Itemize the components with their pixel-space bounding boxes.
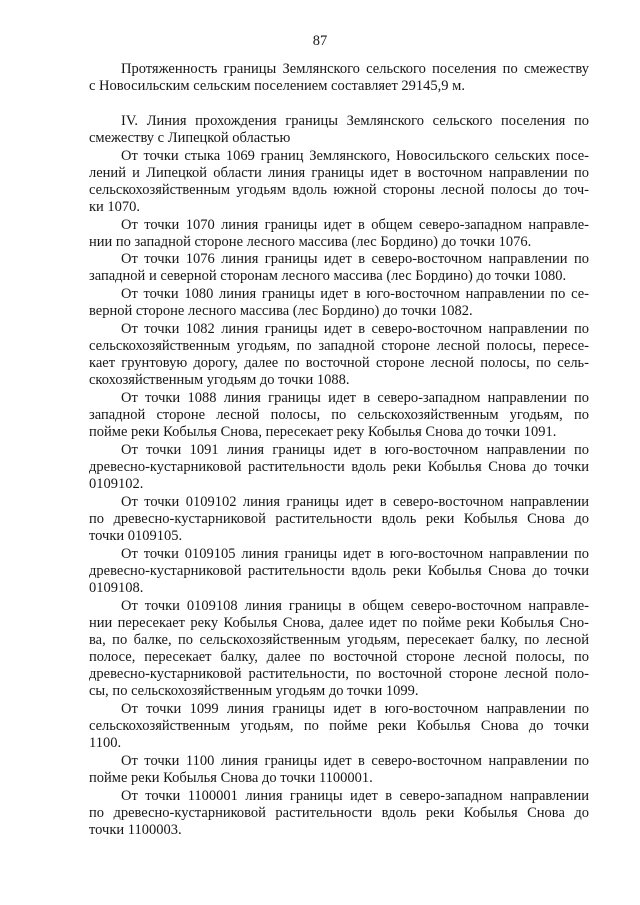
text-line: кает грунтовую дорогу, далее по восточной стороне лесной полосы, по сель- xyxy=(89,355,589,371)
text-line: древесно-кустарниковой растительности вдоль реки Кобылья Снова до точки xyxy=(89,459,589,475)
text-line: скохозяйственным угодьям до точки 1088. xyxy=(89,372,350,388)
text-line: по древесно-кустарниковой растительности вдоль реки Кобылья Снова до xyxy=(89,805,589,821)
text-line: От точки 1100001 линия границы идет в северо-западном направлении xyxy=(121,788,589,804)
text-line: полосе, пересекает балку, далее по восточной стороне лесной полосы, по xyxy=(89,649,589,665)
text-line: западной стороне лесной полосы, по сельскохозяйственным угодьям, по xyxy=(89,407,589,423)
text-line: нии по западной стороне лесного массива (лес Бордино) до точки 1076. xyxy=(89,234,532,250)
text-line: по древесно-кустарниковой растительности вдоль реки Кобылья Снова до xyxy=(89,511,589,527)
text-line: От точки 1100 линия границы идет в северо-восточном направлении по xyxy=(121,753,589,769)
text-line: сы, по сельскохозяйственным угодьям до точки 1099. xyxy=(89,683,419,699)
text-line: От точки 1070 линия границы идет в общем северо-западном направле- xyxy=(121,217,589,233)
text-line: От точки 1080 линия границы идет в юго-восточном направлении по се- xyxy=(121,286,589,302)
text-line: с Новосильским сельским поселением составляет 29145,9 м. xyxy=(89,78,465,94)
text-line: От точки 1076 линия границы идет в северо-восточном направлении по xyxy=(121,251,589,267)
text-line: IV. Линия прохождения границы Землянского сельского поселения по xyxy=(121,113,589,129)
text-line: 0109102. xyxy=(89,476,144,492)
text-line: пойме реки Кобылья Снова до точки 1100001. xyxy=(89,770,373,786)
text-line: ва, по балке, по сельскохозяйственным угодьям, пересекает балку, по лесной xyxy=(89,632,589,648)
text-line: древесно-кустарниковой растительности вдоль реки Кобылья Снова до точки xyxy=(89,563,589,579)
text-line: От точки 1088 линия границы идет в северо-западном направлении по xyxy=(121,390,589,406)
text-line: От точки стыка 1069 границ Землянского, Новосильского сельских посе- xyxy=(121,148,589,164)
text-line: От точки 0109108 линия границы в общем северо-восточном направле- xyxy=(121,598,589,614)
text-line: сельскохозяйственным угодьям, по западной стороне лесной полосы, пересе- xyxy=(89,338,589,354)
text-line: смежеству с Липецкой областью xyxy=(89,130,291,146)
text-line: От точки 1091 линия границы идет в юго-восточном направлении по xyxy=(121,442,589,458)
text-line: От точки 0109102 линия границы идет в северо-восточном направлении xyxy=(121,494,589,510)
text-line: пойме реки Кобылья Снова, пересекает реку Кобылья Снова до точки 1091. xyxy=(89,424,557,440)
text-line: ки 1070. xyxy=(89,199,141,215)
text-line: верной стороне лесного массива (лес Бордино) до точки 1082. xyxy=(89,303,473,319)
text-line: От точки 1099 линия границы идет в юго-восточном направлении по xyxy=(121,701,589,717)
text-line: сельскохозяйственным угодьям, по пойме реки Кобылья Снова до точки xyxy=(89,718,589,734)
text-line: 1100. xyxy=(89,735,122,751)
text-line: нии пересекает реку Кобылья Снова, далее идет по пойме реки Кобылья Сно- xyxy=(89,615,589,631)
text-line: точки 0109105. xyxy=(89,528,183,544)
page-number: 87 xyxy=(312,33,328,49)
text-line: 0109108. xyxy=(89,580,144,596)
text-line: сельскохозяйственным угодьям вдоль южной стороны лесной полосы до точ- xyxy=(89,182,589,198)
text-line: точки 1100003. xyxy=(89,822,182,838)
text-line: От точки 0109105 линия границы идет в юго-восточном направлении по xyxy=(121,546,589,562)
text-line: лений и Липецкой области линия границы идет в восточном направлении по xyxy=(89,165,589,181)
text-line: западной и северной сторонам лесного массива (лес Бордино) до точки 1080. xyxy=(89,268,567,284)
text-line: От точки 1082 линия границы идет в северо-восточном направлении по xyxy=(121,321,589,337)
text-line: Протяженность границы Землянского сельского поселения по смежеству xyxy=(121,61,589,77)
text-line: древесно-кустарниковой растительности, по восточной стороне лесной поло- xyxy=(89,666,589,682)
